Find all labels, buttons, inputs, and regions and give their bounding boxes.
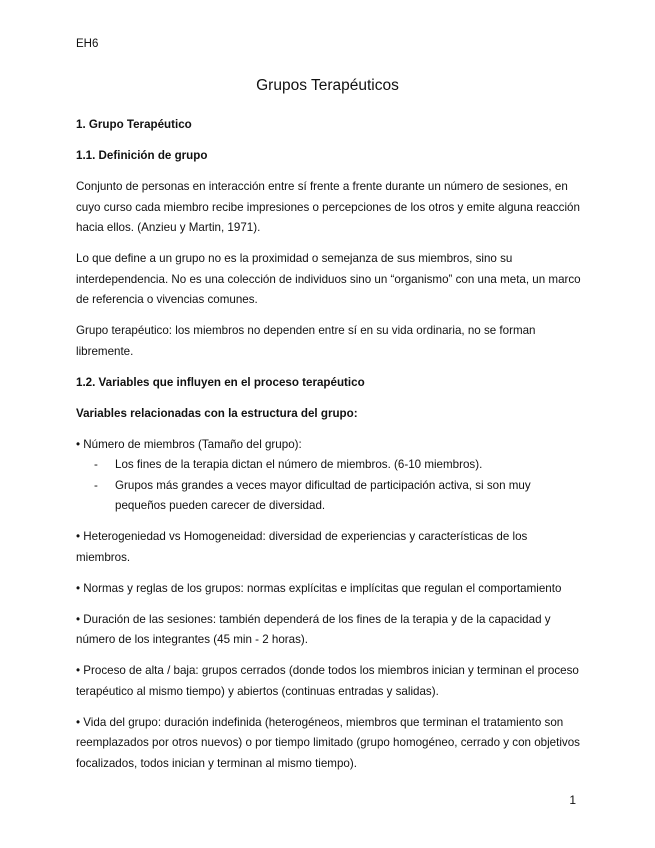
section-heading-1: 1. Grupo Terapéutico: [76, 118, 192, 131]
bullet-group-life: • Vida del grupo: duración indefinida (heterogéneos, miembros que terminan el tratamiento son reemplazados por otros nuevos) o por tiempo limitado (grupo homogéneo, cerrado y con objetivos focalizados, todos inician y terminan al mismo tiempo).: [76, 715, 580, 770]
paragraph-definition: Conjunto de personas en interacción entre sí frente a frente durante un número de sesiones, en cuyo curso cada miembro recibe impresiones o percepciones de los otros y emite alguna reacción hacia ellos. (Anzieu y Martin, 1971).: [76, 180, 580, 234]
variables-heading: Variables relacionadas con la estructura del grupo:: [76, 406, 358, 420]
sub-list: [76, 455, 582, 517]
page-number: 1: [569, 793, 576, 807]
bullet-members: • Número de miembros (Tamaño del grupo):: [76, 437, 302, 451]
paragraph-therapeutic-group: Grupo terapéutico: los miembros no dependen entre sí en su vida ordinaria, no se forman libremente.: [76, 324, 536, 358]
list-item-text: Los fines de la terapia dictan el número de miembros. (6-10 miembros).: [115, 458, 483, 471]
list-item: [94, 476, 582, 517]
list-item: [94, 455, 582, 476]
paragraph-interdependence: Lo que define a un grupo no es la proximidad o semejanza de sus miembros, sino su interdependencia. No es una colección de individuos sino un “organismo” con una meta, un marco de referencia o vivencias comunes.: [76, 252, 581, 306]
dash-marker: -: [94, 458, 98, 471]
bullet-norms: • Normas y reglas de los grupos: normas explícitas e implícitas que regulan el comportamiento: [76, 581, 562, 595]
page-title: Grupos Terapéuticos: [256, 77, 399, 94]
bullet-session-duration: • Duración de las sesiones: también dependerá de los fines de la terapia y de la capacidad y número de los integrantes (45 min - 2 horas).: [76, 612, 551, 646]
header-code: EH6: [76, 38, 99, 50]
document-body: [76, 115, 582, 785]
list-item-text: Grupos más grandes a veces mayor dificultad de participación activa, si son muy pequeños pueden carecer de diversidad.: [115, 478, 531, 512]
bullet-admission-discharge: • Proceso de alta / baja: grupos cerrados (donde todos los miembros inician y terminan el proceso terapéutico al mismo tiempo) y abiertos (continuas entradas y salidas).: [76, 664, 579, 698]
dash-marker: -: [94, 478, 98, 492]
section-heading-1-2: 1.2. Variables que influyen en el proceso terapéutico: [76, 375, 365, 389]
bullet-heterogeneity: • Heterogeniedad vs Homogeneidad: diversidad de experiencias y características de los miembros.: [76, 530, 528, 564]
section-heading-1-1: 1.1. Definición de grupo: [76, 149, 208, 162]
